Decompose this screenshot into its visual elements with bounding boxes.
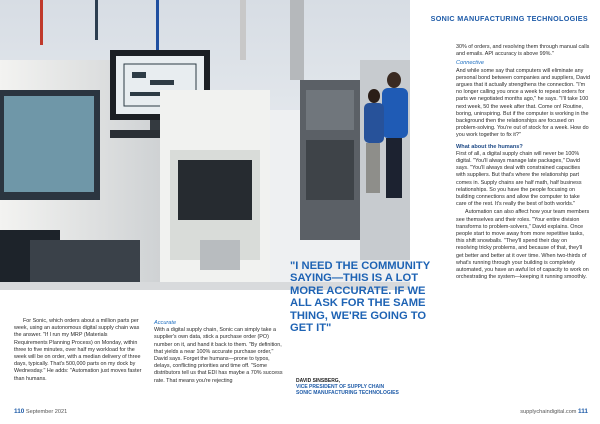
paragraph: With a digital supply chain, Sonic can simply take a supplier's own data, stick a purchase order (PO) number on it, and hand it back to them. "By definition, that yields a near 100% accurate purchase order," David says. Forget the humans—prone to typos, delays, conflicting priorities and time off. "Some distributors tell us that EDI has maybe a 70% success rate. That means you're rejecting [154, 327, 283, 384]
page-number-left: 110 [14, 408, 25, 415]
paragraph: Automation can also affect how your team members see themselves and their roles. "Your entire division transforms to problem-solvers," David explains. Once people start to move away from more repetitive tasks, this shift snowballs. "They'll spend their day on resolving tricky problems, and because of that, they'll get better and better at it over time. When two-thirds of what's running through your building is completely automated, you have an awful lot of capacity to work on orchestrating the system—keeping it running smoothly. [456, 209, 590, 281]
subhead-accurate: Accurate [154, 320, 177, 326]
column-1 [14, 318, 142, 384]
section-title: SONIC MANUFACTURING TECHNOLOGIES [430, 14, 588, 23]
footer-left [14, 408, 67, 415]
footer-right [520, 408, 588, 415]
issue-date: September 2021 [25, 409, 68, 415]
attribution-title: VICE PRESIDENT OF SUPPLY CHAIN [296, 384, 385, 390]
paragraph: 30% of orders, and resolving them through manual calls and emails. API accuracy is above 99%." [456, 44, 590, 58]
quote-attribution [296, 378, 446, 396]
header-band [410, 0, 600, 34]
factory-illustration [0, 0, 410, 290]
paragraph: First of all, a digital supply chain will never be 100% digital. "You'll always manage late packages," David says. "You'll always deal with constrained capacities with suppliers. But that's where the relationship part comes in. Supply chains are half math, half business relationships. So you have the people focusing on building connections and allow the computer to take care of the rest. It's really the best of both worlds." [456, 150, 582, 208]
subhead-connective: Connective [456, 60, 484, 67]
paragraph: For Sonic, which orders about a million parts per week, using an autonomous digital supply chain was the answer. "If I run my MRP (Materials Requirements Planning Process) on Monday, within three to five minutes, over half my workload for the week will be on order, with a median delivery of three days, typically. That's 500,000 parts on my dock by Wednesday." He adds: "Automation just moves faster than humans. [14, 318, 142, 382]
attribution-company: SONIC MANUFACTURING TECHNOLOGIES [296, 390, 399, 396]
attribution-name: DAVID SINSBERG, [296, 378, 341, 384]
factory-photo [0, 0, 410, 290]
pull-quote: "I NEED THE COMMUNITY SAYING—THIS IS A LOT MORE ACCURATE. IF WE ALL ASK FOR THE SAME THING, WE'RE GOING TO GET IT" [290, 260, 430, 335]
website: supplychaindigital.com [520, 409, 577, 415]
page-number-right: 111 [578, 408, 588, 415]
subhead-humans: What about the humans? [456, 143, 523, 150]
paragraph: And while some say that computers will eliminate any personal bond between companies and suppliers, David argues that it actually strengthens the connection. "I'm no longer calling you once a week to repeat orders for parts we negotiated months ago," he says. "I'll take 100 next week, 50 the week after that. Come on! Routine, boring, uninspiring. But if the computer is working in the background then the relationships are focused on problem-solving. You're out of stock for a week. How do you work together to fix it?" [456, 67, 590, 139]
column-3 [456, 44, 590, 283]
column-2 [154, 318, 284, 386]
